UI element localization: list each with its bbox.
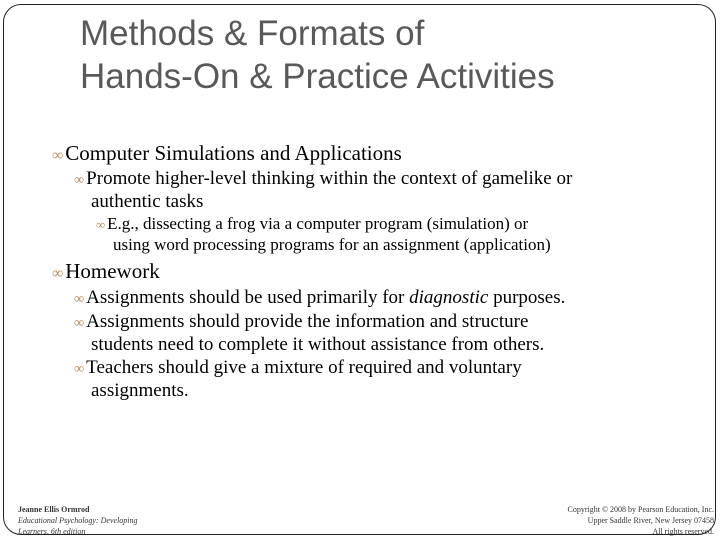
curly-ornament-icon: ∞: [52, 265, 64, 282]
curly-ornament-icon: ∞: [74, 361, 85, 377]
footer-copyright: All rights reserved.: [652, 527, 714, 536]
curly-ornament-icon: ∞: [74, 315, 85, 331]
bullet-text: Computer Simulations and Applications: [65, 141, 402, 165]
bullet-structure: [74, 311, 544, 355]
footer-copyright: Upper Saddle River, New Jersey 07458: [587, 516, 714, 525]
footer-book: Learners, 6th edition: [18, 527, 86, 536]
bullet-mixture: [74, 357, 522, 401]
curly-ornament-icon: ∞: [74, 172, 85, 188]
footer-left: [18, 504, 138, 537]
bullet-text: Teachers should give a mixture of required and voluntary: [86, 357, 522, 378]
title-line: Methods & Formats of: [80, 14, 425, 53]
curly-ornament-icon: ∞: [96, 218, 106, 232]
footer-author: Jeanne Ellis Ormrod: [18, 505, 90, 514]
curly-ornament-icon: ∞: [52, 147, 64, 164]
emphasis-text: diagnostic: [409, 287, 489, 308]
bullet-homework: [52, 259, 160, 284]
slide-title: [80, 12, 555, 98]
bullet-diagnostic: [74, 287, 565, 310]
bullet-promote: [74, 168, 572, 212]
bullet-text: Assignments should be used primarily for: [86, 287, 410, 308]
bullet-text: E.g., dissecting a frog via a computer program (simulation) or: [107, 214, 529, 233]
title-line: Hands-On & Practice Activities: [80, 57, 555, 96]
bullet-text: Promote higher-level thinking within the context of gamelike or: [86, 168, 573, 189]
footer-copyright: Copyright © 2008 by Pearson Education, Inc.: [567, 505, 714, 514]
footer-book: Educational Psychology: Developing: [18, 516, 138, 525]
bullet-text: assignments.: [91, 380, 189, 401]
bullet-text: purposes.: [488, 287, 566, 308]
bullet-computer-simulations: [52, 141, 402, 166]
bullet-example: [96, 214, 551, 255]
bullet-text: students need to complete it without assistance from others.: [91, 334, 545, 355]
bullet-text: Assignments should provide the information and structure: [86, 311, 529, 332]
bullet-text: Homework: [65, 259, 160, 283]
bullet-text: using word processing programs for an assignment (application): [113, 235, 551, 254]
footer-right: [568, 504, 715, 537]
curly-ornament-icon: ∞: [74, 291, 85, 307]
bullet-text: authentic tasks: [91, 191, 204, 212]
